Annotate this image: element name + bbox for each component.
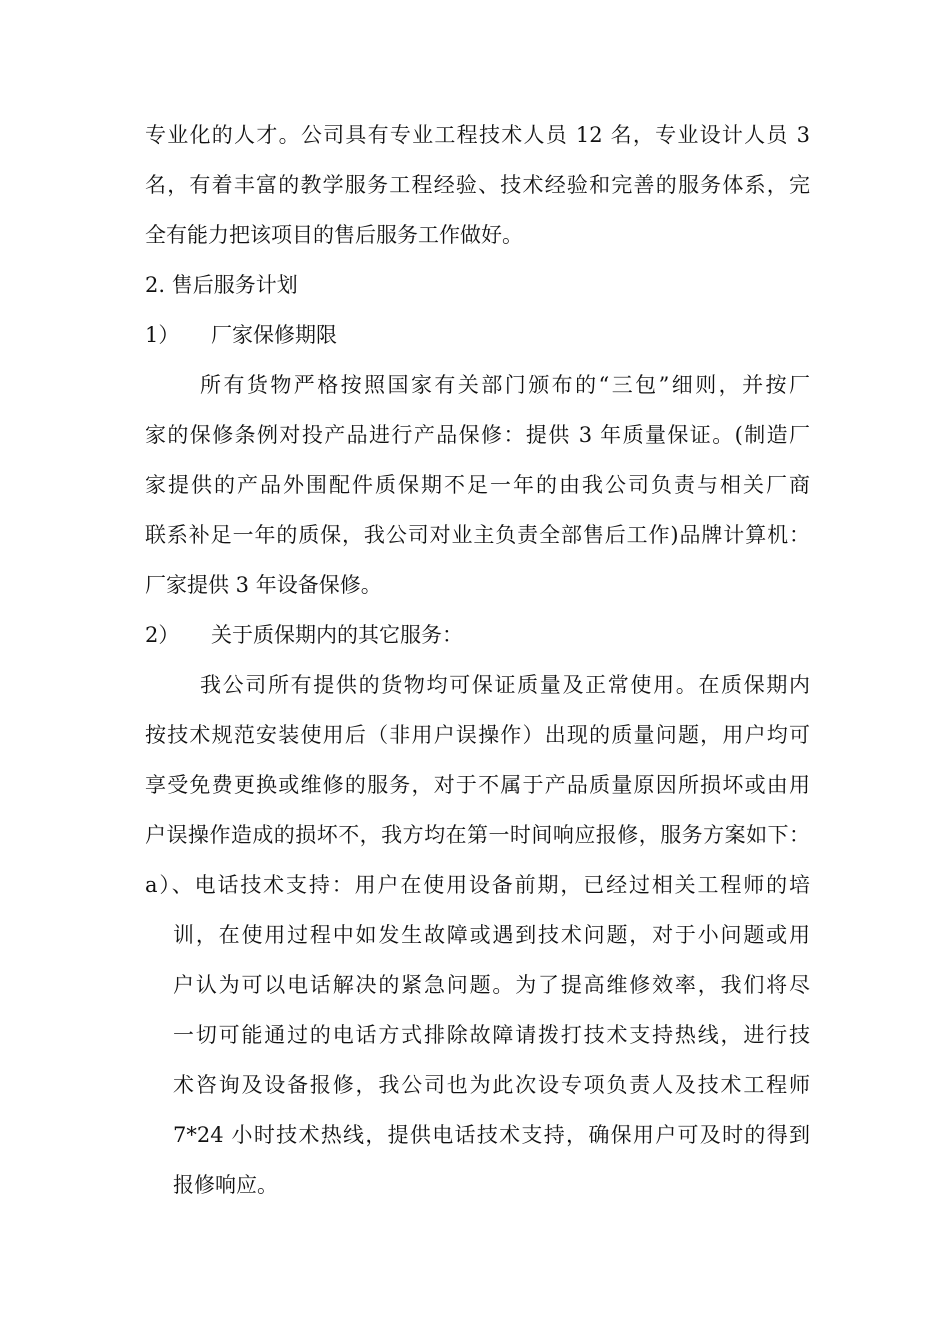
- paragraph-line: 家提供的产品外围配件质保期不足一年的由我公司负责与相关厂商: [145, 473, 810, 497]
- list-number: 2）: [145, 623, 180, 647]
- paragraph-line: 享受免费更换或维修的服务，对于不属于产品质量原因所损坏或由用: [145, 773, 810, 797]
- paragraph-line: 所有货物严格按照国家有关部门颁布的“三包”细则，并按厂: [200, 373, 810, 397]
- paragraph-line: 名，有着丰富的教学服务工程经验、技术经验和完善的服务体系，完: [145, 173, 810, 197]
- paragraph-line: 我公司所有提供的货物均可保证质量及正常使用。在质保期内: [200, 673, 810, 697]
- list-item-a-line: a）、电话技术支持：用户在使用设备前期，已经过相关工程师的培: [145, 873, 810, 897]
- section-heading: 2. 售后服务计划: [145, 273, 298, 297]
- paragraph-line: 家的保修条例对投产品进行产品保修：提供 3 年质量保证。(制造厂: [145, 423, 810, 447]
- subheading-2: [145, 620, 810, 650]
- list-number: 1）: [145, 323, 180, 347]
- list-item-a-line: 报修响应。: [173, 1173, 278, 1197]
- subheading-1: [145, 320, 810, 350]
- paragraph-line: 全有能力把该项目的售后服务工作做好。: [145, 223, 523, 247]
- paragraph-line: 按技术规范安装使用后（非用户误操作）出现的质量问题，用户均可: [145, 723, 810, 747]
- list-item-a-line: 术咨询及设备报修，我公司也为此次设专项负责人及技术工程师: [173, 1073, 810, 1097]
- subheading-text: 关于质保期内的其它服务：: [211, 623, 463, 647]
- list-item-a-line: 训，在使用过程中如发生故障或遇到技术问题，对于小问题或用: [173, 923, 810, 947]
- list-item-a-line: 一切可能通过的电话方式排除故障请拨打技术支持热线，进行技: [173, 1023, 810, 1047]
- list-item-a-line: 户认为可以电话解决的紧急问题。为了提高维修效率，我们将尽: [173, 973, 810, 997]
- subheading-text: 厂家保修期限: [211, 323, 337, 347]
- paragraph-line: 户误操作造成的损坏不，我方均在第一时间响应报修，服务方案如下：: [145, 823, 810, 847]
- list-item-a-line: 7*24 小时技术热线，提供电话技术支持，确保用户可及时的得到: [173, 1123, 810, 1147]
- paragraph-line: 厂家提供 3 年设备保修。: [145, 573, 382, 597]
- paragraph-line: 联系补足一年的质保，我公司对业主负责全部售后工作)品牌计算机：: [145, 523, 810, 547]
- paragraph-line: 专业化的人才。公司具有专业工程技术人员 12 名，专业设计人员 3: [145, 123, 810, 147]
